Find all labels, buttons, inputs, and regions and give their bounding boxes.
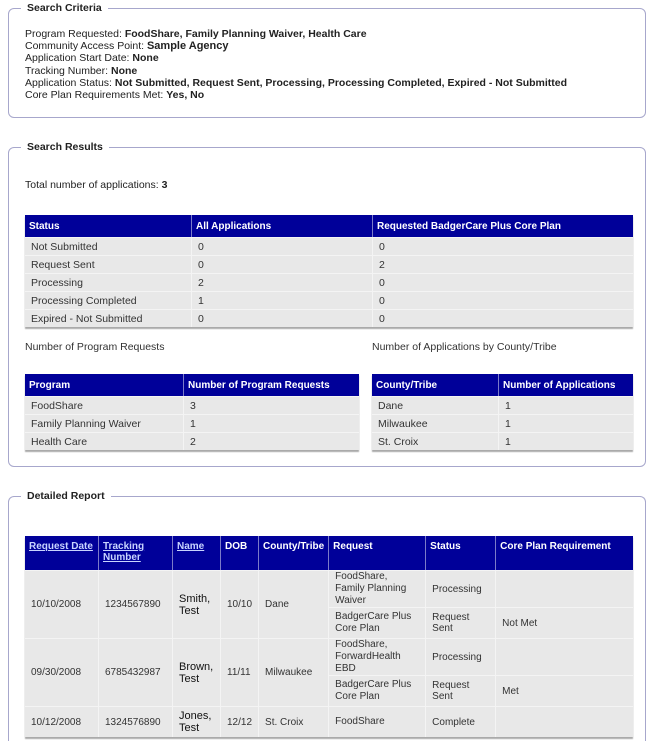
program-cell: FoodShare	[25, 396, 184, 414]
count-cell: 1	[184, 414, 359, 432]
dob-cell: 11/11	[221, 638, 259, 706]
status-cell: Processing Completed	[25, 291, 192, 309]
status-cell: Request Sent	[426, 675, 496, 706]
total-value: 3	[161, 179, 168, 191]
table-row	[372, 414, 633, 432]
count-cell: 1	[499, 396, 633, 414]
total-applications	[25, 179, 167, 191]
table-row	[372, 432, 633, 450]
criteria-list	[25, 28, 567, 101]
count-cell: 0	[192, 309, 373, 327]
header-core-plan-requirement: Core Plan Requirement	[496, 536, 633, 570]
table-row	[25, 706, 633, 737]
criteria-value: None	[110, 64, 138, 77]
tracking-number-cell: 1234567890	[99, 570, 173, 638]
count-cell: 0	[192, 255, 373, 273]
header-dob: DOB	[221, 536, 259, 570]
sort-tracking-number-link[interactable]: Tracking Number	[103, 541, 145, 563]
count-cell: 0	[192, 237, 373, 255]
search-results-legend: Search Results	[27, 141, 103, 153]
status-cell: Complete	[426, 706, 496, 737]
county-applications-title: Number of Applications by County/Tribe	[372, 341, 557, 353]
criteria-value: Not Submitted, Request Sent, Processing, Processing Completed, Expired - Not Submitted	[114, 76, 568, 89]
header-request-date[interactable]	[25, 536, 99, 570]
criteria-label: Program Requested:	[25, 28, 122, 40]
criteria-application-status	[25, 77, 567, 89]
detailed-report-legend: Detailed Report	[27, 490, 105, 502]
criteria-core-plan-met	[25, 89, 567, 101]
count-cell: 1	[499, 432, 633, 450]
program-requests-table	[25, 374, 359, 450]
table-row	[25, 396, 359, 414]
count-cell: 2	[192, 273, 373, 291]
search-criteria-legend: Search Criteria	[27, 2, 102, 14]
core-plan-cell: Met	[496, 675, 633, 706]
name-cell: Jones, Test	[173, 706, 221, 737]
core-plan-cell	[496, 706, 633, 737]
header-status: Status	[25, 215, 192, 237]
table-row	[25, 273, 633, 291]
total-label: Total number of applications:	[25, 179, 159, 191]
status-cell: Request Sent	[426, 607, 496, 638]
detailed-report-table	[25, 536, 633, 737]
program-cell: Health Care	[25, 432, 184, 450]
dob-cell: 12/12	[221, 706, 259, 737]
request-cell: BadgerCare Plus Core Plan	[329, 675, 426, 706]
header-program-requests: Number of Program Requests	[184, 374, 359, 396]
header-program: Program	[25, 374, 184, 396]
count-cell: 1	[499, 414, 633, 432]
header-tracking-number[interactable]	[99, 536, 173, 570]
request-date-cell: 09/30/2008	[25, 638, 99, 706]
program-requests-title: Number of Program Requests	[25, 341, 165, 353]
request-cell: FoodShare, Family Planning Waiver	[329, 570, 426, 607]
county-applications-table	[372, 374, 633, 450]
criteria-label: Application Status:	[25, 76, 112, 89]
search-results-panel	[8, 141, 646, 467]
table-row	[372, 396, 633, 414]
header-status: Status	[426, 536, 496, 570]
criteria-tracking-number	[25, 65, 567, 77]
table-row	[25, 638, 633, 675]
status-cell: Processing	[426, 570, 496, 607]
criteria-label: Community Access Point:	[25, 40, 145, 53]
criteria-label: Application Start Date:	[25, 52, 130, 65]
criteria-value: None	[132, 52, 159, 65]
header-county-tribe: County/Tribe	[259, 536, 329, 570]
count-cell: 0	[373, 309, 633, 327]
header-request: Request	[329, 536, 426, 570]
count-cell: 0	[373, 273, 633, 291]
status-cell: Request Sent	[25, 255, 192, 273]
header-requested-core-plan: Requested BadgerCare Plus Core Plan	[373, 215, 633, 237]
count-cell: 1	[192, 291, 373, 309]
request-cell: FoodShare	[329, 706, 426, 737]
criteria-value: Sample Agency	[146, 40, 229, 53]
request-date-cell: 10/10/2008	[25, 570, 99, 638]
request-cell: BadgerCare Plus Core Plan	[329, 607, 426, 638]
status-summary-table	[25, 215, 633, 327]
status-cell: Processing	[25, 273, 192, 291]
table-row	[25, 255, 633, 273]
count-cell: 0	[373, 237, 633, 255]
name-cell: Brown, Test	[173, 638, 221, 706]
core-plan-cell: Not Met	[496, 607, 633, 638]
county-cell: St. Croix	[372, 432, 499, 450]
county-cell: Dane	[259, 570, 329, 638]
tracking-number-cell: 6785432987	[99, 638, 173, 706]
table-row	[25, 291, 633, 309]
request-date-cell: 10/12/2008	[25, 706, 99, 737]
table-row	[25, 237, 633, 255]
county-cell: St. Croix	[259, 706, 329, 737]
search-criteria-panel	[8, 2, 646, 118]
sort-request-date-link[interactable]: Request Date	[29, 541, 93, 552]
criteria-value: FoodShare, Family Planning Waiver, Health Care	[124, 28, 367, 40]
tracking-number-cell: 1324576890	[99, 706, 173, 737]
county-cell: Dane	[372, 396, 499, 414]
table-row	[25, 570, 633, 607]
core-plan-cell	[496, 570, 633, 607]
criteria-community-access-point	[25, 40, 567, 52]
criteria-program-requested	[25, 28, 567, 40]
count-cell: 3	[184, 396, 359, 414]
dob-cell: 10/10	[221, 570, 259, 638]
name-cell: Smith, Test	[173, 570, 221, 638]
status-cell: Expired - Not Submitted	[25, 309, 192, 327]
detailed-report-panel	[8, 490, 646, 741]
county-cell: Milwaukee	[372, 414, 499, 432]
criteria-label: Core Plan Requirements Met:	[25, 89, 164, 102]
county-cell: Milwaukee	[259, 638, 329, 706]
header-name[interactable]	[173, 536, 221, 570]
count-cell: 2	[373, 255, 633, 273]
count-cell: 0	[373, 291, 633, 309]
table-row	[25, 309, 633, 327]
criteria-start-date	[25, 52, 567, 64]
status-cell: Not Submitted	[25, 237, 192, 255]
table-row	[25, 414, 359, 432]
count-cell: 2	[184, 432, 359, 450]
header-number-applications: Number of Applications	[499, 374, 633, 396]
sort-name-link[interactable]: Name	[177, 541, 205, 552]
status-cell: Processing	[426, 638, 496, 675]
criteria-label: Tracking Number:	[25, 64, 109, 77]
program-cell: Family Planning Waiver	[25, 414, 184, 432]
header-county-tribe: County/Tribe	[372, 374, 499, 396]
header-all-applications: All Applications	[192, 215, 373, 237]
table-row	[25, 432, 359, 450]
request-cell: FoodShare, ForwardHealth EBD	[329, 638, 426, 675]
criteria-value: Yes, No	[166, 89, 205, 102]
core-plan-cell	[496, 638, 633, 675]
